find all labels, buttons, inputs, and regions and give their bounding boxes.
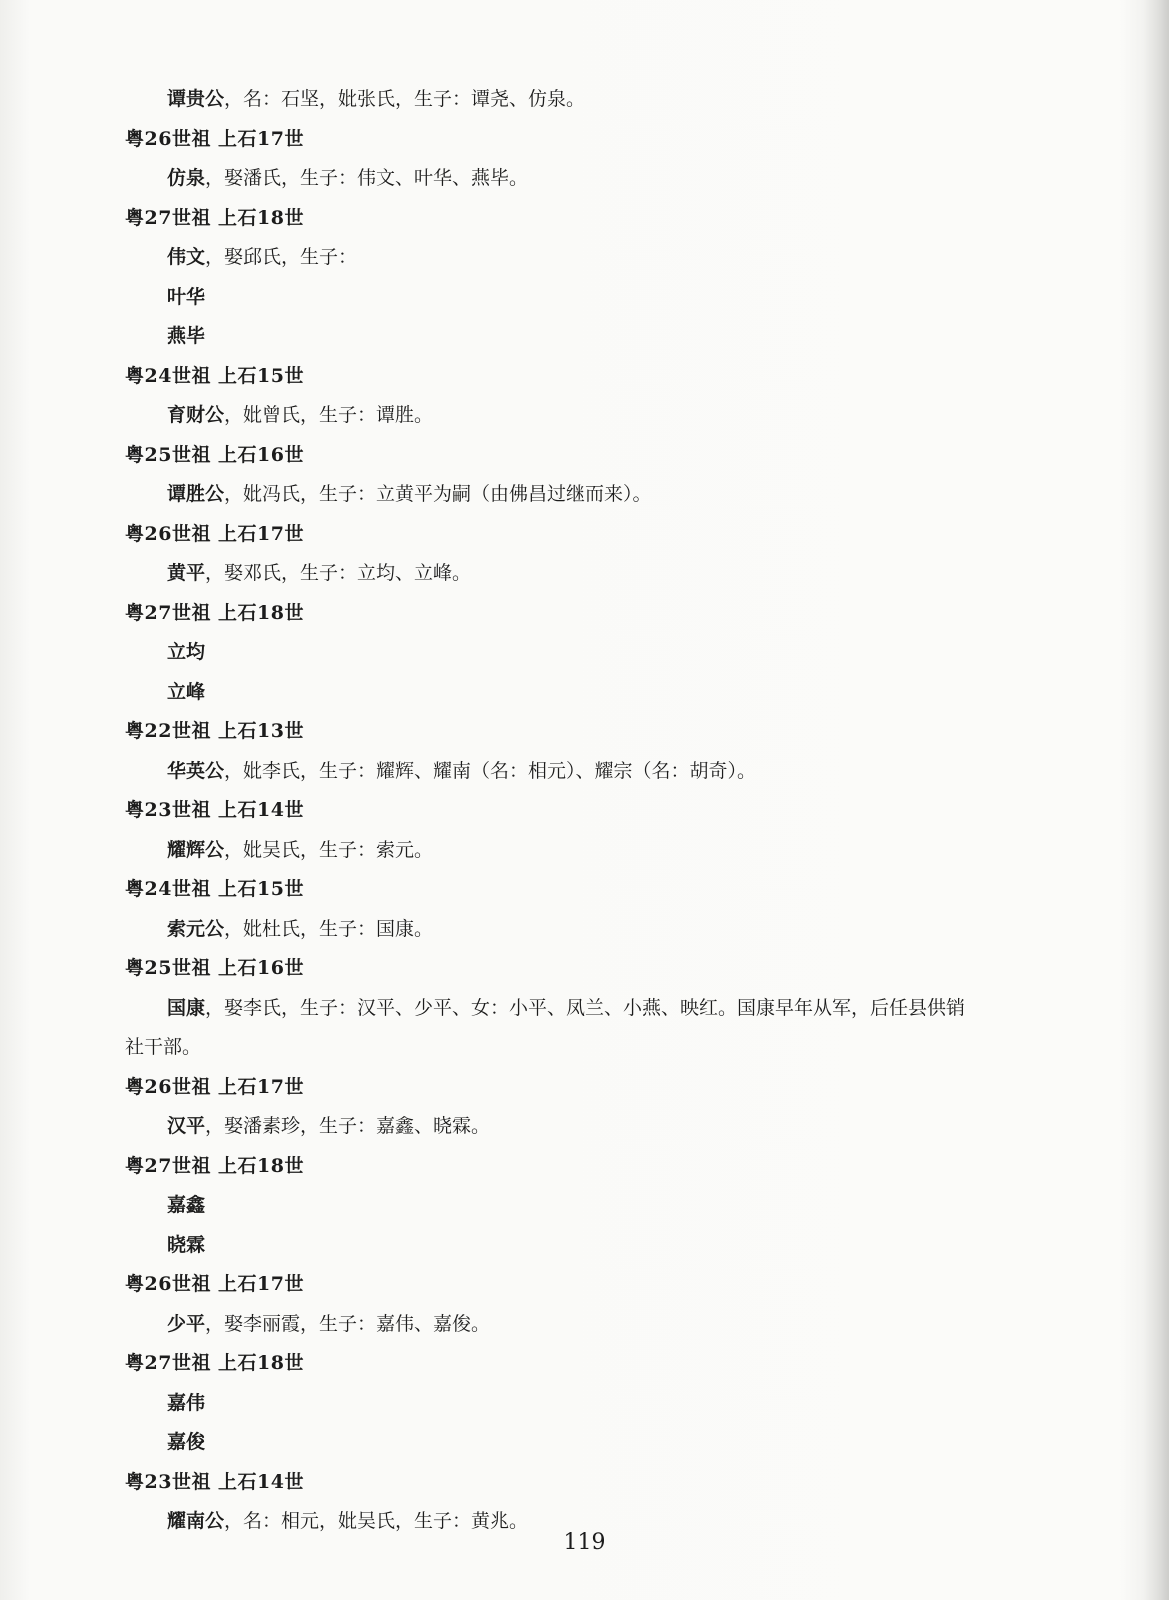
person-name: 嘉伟 [167, 1391, 206, 1414]
generation-heading: 粤27世祖 上石18世 [125, 1352, 304, 1374]
person-name: 华英公 [167, 759, 225, 782]
person-name: 少平 [167, 1312, 206, 1335]
entry-text: ，妣吴氏，生子：索元。 [224, 838, 434, 861]
generation-heading: 粤27世祖 上石18世 [125, 1154, 304, 1177]
genealogy-entry [125, 159, 1065, 199]
genealogy-entry [125, 278, 1065, 318]
generation-heading: 粤25世祖 上石16世 [125, 957, 304, 979]
genealogy-entry [125, 554, 1065, 594]
generation-heading: 粤25世祖 上石16世 [125, 443, 304, 466]
entry-text: ，妣曾氏，生子：谭胜。 [224, 404, 434, 426]
entry-text: ，娶李氏，生子：汉平、少平、女：小平、凤兰、小燕、映红。国康早年从军，后任县供销 [205, 996, 966, 1019]
generation-heading: 粤22世祖 上石13世 [125, 720, 304, 742]
genealogy-text [125, 80, 1065, 1542]
genealogy-entry [125, 1423, 1065, 1463]
person-name: 嘉俊 [167, 1431, 206, 1453]
person-name: 立峰 [167, 680, 206, 703]
generation-heading: 粤26世祖 上石17世 [125, 127, 304, 150]
genealogy-entry [125, 475, 1065, 515]
genealogy-entry [125, 80, 1065, 120]
entry-text: ，名：相元，妣吴氏，生子：黄兆。 [224, 1510, 529, 1532]
genealogy-entry [125, 910, 1065, 950]
genealogy-entry [125, 1107, 1065, 1147]
person-name: 黄平 [167, 562, 206, 584]
genealogy-entry [125, 1384, 1065, 1424]
entry-text: 社干部。 [125, 1036, 202, 1058]
page-number: 119 [563, 1530, 606, 1555]
entry-text: ，名：石坚，妣张氏，生子：谭尧、仿泉。 [224, 88, 586, 110]
genealogy-entry [125, 396, 1065, 436]
genealogy-entry [125, 1226, 1065, 1266]
person-name: 燕毕 [167, 325, 206, 347]
entry-continuation [125, 1028, 1065, 1068]
entry-text: ，娶邱氏，生子： [205, 246, 358, 268]
generation-heading: 粤23世祖 上石14世 [125, 799, 304, 821]
person-name: 伟文 [167, 246, 206, 268]
entry-text: ，妣李氏，生子：耀辉、耀南（名：相元）、耀宗（名：胡奇）。 [224, 759, 757, 782]
person-name: 谭贵公 [167, 88, 225, 110]
entry-text: ，娶潘素珍，生子：嘉鑫、晓霖。 [205, 1115, 491, 1137]
book-spine-shadow [1143, 0, 1169, 1600]
genealogy-entry [125, 831, 1065, 871]
entry-text: ，娶李丽霞，生子：嘉伟、嘉俊。 [205, 1312, 491, 1335]
genealogy-entry [125, 317, 1065, 357]
entry-text: ，妣杜氏，生子：国康。 [224, 917, 434, 940]
genealogy-entry [125, 1305, 1065, 1345]
genealogy-entry [125, 673, 1065, 713]
generation-heading: 粤23世祖 上石14世 [125, 1470, 304, 1493]
generation-heading: 粤24世祖 上石15世 [125, 878, 304, 900]
person-name: 索元公 [167, 917, 225, 940]
person-name: 汉平 [167, 1115, 206, 1137]
generation-heading: 粤27世祖 上石18世 [125, 601, 304, 624]
genealogy-entry [125, 238, 1065, 278]
person-name: 谭胜公 [167, 483, 225, 505]
person-name: 耀辉公 [167, 838, 225, 861]
person-name: 仿泉 [167, 167, 206, 189]
genealogy-entry [125, 633, 1065, 673]
person-name: 嘉鑫 [167, 1194, 206, 1216]
person-name: 叶华 [167, 285, 206, 308]
entry-text: ，娶邓氏，生子：立均、立峰。 [205, 562, 472, 584]
generation-heading: 粤26世祖 上石17世 [125, 522, 304, 545]
genealogy-entry [125, 1186, 1065, 1226]
generation-heading: 粤27世祖 上石18世 [125, 206, 304, 229]
person-name: 国康 [167, 996, 206, 1019]
person-name: 立均 [167, 641, 206, 663]
generation-heading: 粤26世祖 上石17世 [125, 1273, 304, 1295]
person-name: 育财公 [167, 404, 225, 426]
genealogy-entry [125, 989, 1065, 1029]
generation-heading: 粤26世祖 上石17世 [125, 1075, 304, 1098]
person-name: 耀南公 [167, 1510, 225, 1532]
entry-text: ，妣冯氏，生子：立黄平为嗣（由佛昌过继而来）。 [224, 483, 652, 505]
genealogy-entry [125, 752, 1065, 792]
person-name: 晓霖 [167, 1233, 206, 1256]
entry-text: ，娶潘氏，生子：伟文、叶华、燕毕。 [205, 167, 529, 189]
generation-heading: 粤24世祖 上石15世 [125, 364, 304, 387]
